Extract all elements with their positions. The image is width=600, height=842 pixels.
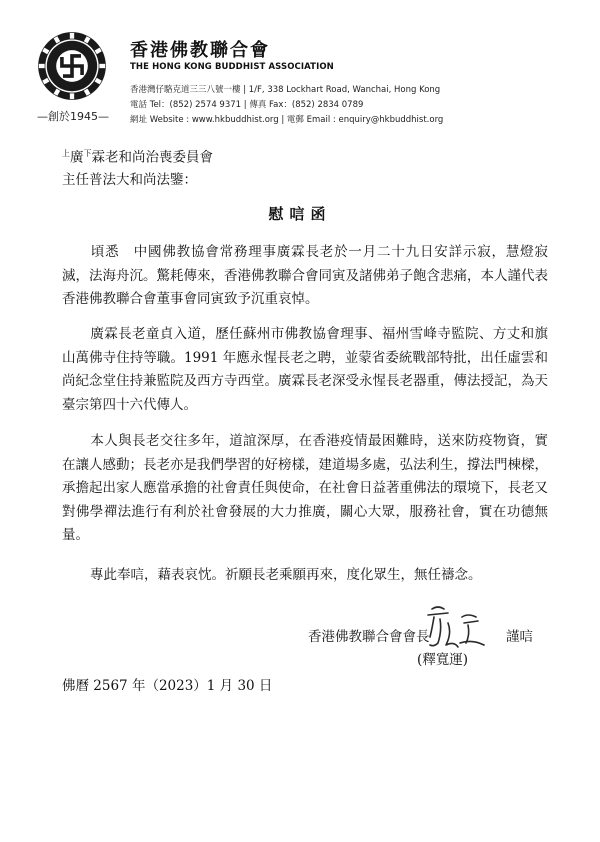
sign-off: 謹唁: [506, 629, 533, 645]
association-logo: [36, 30, 108, 102]
recipient-block: [62, 143, 213, 191]
body-paragraph-3: 本人與長老交往多年，道誼深厚，在香港疫情最困難時，送來防疫物資，實在讓人感動；長老亦是我們學習的好榜樣，建道場多處，弘法利生，撐法門棟樑，承擔起出家人應當承擔的社會責任與使命，在社會日益著重佛法的環境下，長老又對佛學禪法進行有利於社會發展的大力推廣，關心大眾，服務社會，實在功德無量。: [62, 433, 548, 543]
signer-role: 香港佛教聯合會會長: [308, 629, 430, 645]
contact-block: [130, 83, 550, 128]
founded-year: —創於1945—: [37, 110, 109, 123]
body-paragraph-1: 頃悉 中國佛教協會常務理事廣霖長老於一月二十九日安詳示寂，慧燈寂滅，法海舟沉。驚耗傳來，香港佛教聯合會同寅及諸佛弟子飽含悲痛，本人謹代表香港佛教聯合會董事會同寅致予沉重哀悼。: [62, 244, 548, 307]
letter-date: 佛曆 2567 年（2023）1 月 30 日: [62, 678, 273, 694]
recipient-name-rest: 霖老和尚治喪委員會: [91, 149, 213, 166]
recipient-line-1: [62, 143, 213, 169]
org-name-chinese: 香港佛教聯合會: [130, 40, 270, 61]
body-paragraph-2: 廣霖長老童貞入道，歷任蘇州市佛教協會理事、福州雪峰寺監院、方丈和旗山萬佛寺住持等職。1991 年應永惺長老之聘，並蒙省委統戰部特批，出任虛雲和尚紀念堂住持兼監院及西方寺西堂。廣霖長老深受永惺長老器重，傳法授記，為天臺宗第四十六代傳人。: [62, 326, 548, 413]
handwritten-signature: [418, 603, 492, 653]
org-name-english: THE HONG KONG BUDDHIST ASSOCIATION: [130, 62, 334, 72]
signer-name: (釋寬運): [417, 652, 469, 668]
body-paragraph-4: 專此奉唁，藉表哀忱。祈願長老乘願再來，度化眾生，無任禱念。: [90, 567, 482, 583]
recipient-superscript: 上: [62, 149, 70, 158]
phone-fax-line: 電話 Tel：(852) 2574 9371 | 傳真 Fax：(852) 2834 0789: [130, 100, 364, 110]
recipient-line-2: 主任普法大和尚法鑒：: [62, 171, 197, 188]
recipient-superscript-2: 下: [83, 149, 92, 158]
web-email-line: 網址 Website : www.hkbuddhist.org | 電郵 Email : enquiry@hkbuddhist.org: [130, 115, 444, 125]
address-line: 香港灣仔駱克道三三八號一樓 | 1/F, 338 Lockhart Road, Wanchai, Hong Kong: [130, 85, 441, 95]
recipient-name-start: 廣: [70, 149, 84, 166]
letter-title: 慰唁函: [268, 205, 332, 223]
